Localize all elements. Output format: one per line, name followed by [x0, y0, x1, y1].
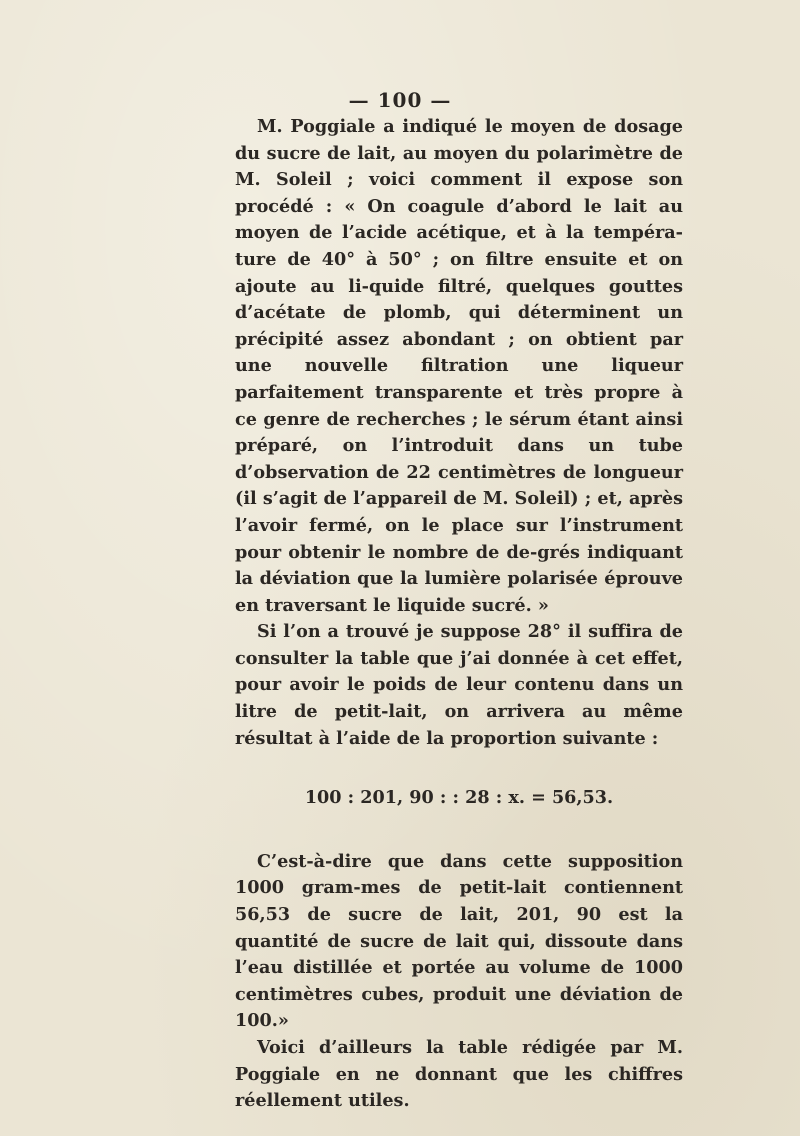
body-text — [235, 114, 683, 1115]
paragraph-table-intro: Voici d’ailleurs la table rédigée par M. Poggiale en ne donnant que les chiffres réellement utiles. — [235, 1037, 683, 1112]
proportion-formula: 100 : 201, 90 : : 28 : x. = 56,53. — [304, 787, 614, 809]
page-number: — 100 — — [348, 88, 452, 112]
paragraph-table-consult: Si l’on a trouvé je suppose 28° il suffira de consulter la table que j’ai donnée à cet effet, pour avoir le poids de leur contenu dans un litre de petit-lait, on arrivera au même résultat à l’aide de la proportion suivante : — [235, 621, 683, 749]
paragraph-poggiale-method: M. Poggiale a indiqué le moyen de dosage du sucre de lait, au moyen du polarimètre de M. Soleil ; voici comment il expose son procédé : « On coagule d’abord le lait au moyen de l’acide acétique, et à la tempéra-ture de 40° à 50° ; on filtre ensuite et on ajoute au li-quide filtré, quelques gouttes d’acétate de plomb, qui déterminent un précipité assez abondant ; on obtient par une nouvelle filtration une liqueur parfaitement transparente et très propre à ce genre de recherches ; le sérum étant ainsi préparé, on l’introduit dans un tube d’observation de 22 centimètres de longueur (il s’agit de l’appareil de M. Soleil) ; et, après l’avoir fermé, on le place sur l’instrument pour obtenir le nombre de de-grés indiquant la déviation que la lumière polarisée éprouve en traversant le liquide sucré. » — [235, 116, 684, 616]
paragraph-explanation: C’est-à-dire que dans cette supposition 1000 gram-mes de petit-lait contiennent 56,53 de sucre de lait, 201, 90 est la quantité de sucre de lait qui, dissoute dans l’eau distillée et portée au volume de 1000 centimètres cubes, produit une déviation de 100.» — [235, 850, 683, 1032]
